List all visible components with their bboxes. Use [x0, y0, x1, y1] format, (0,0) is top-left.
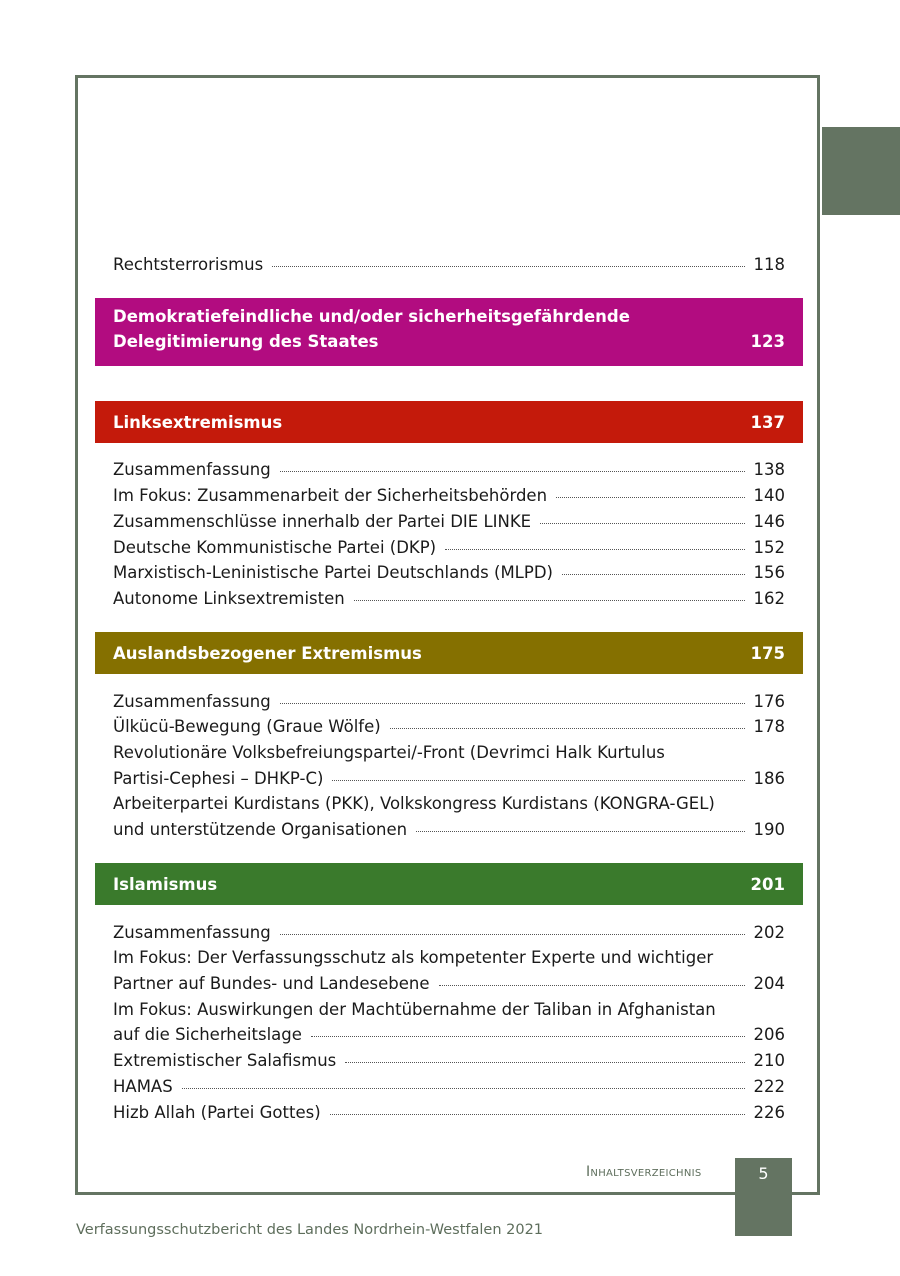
- toc-entry[interactable]: [113, 717, 785, 741]
- toc-entry-page: 202: [753, 923, 785, 942]
- dot-leader: [345, 1062, 744, 1063]
- toc-entry-page: 186: [753, 769, 785, 788]
- dot-leader: [280, 934, 745, 935]
- dot-leader: [416, 831, 744, 832]
- section-title: Auslandsbezogener Extremismus: [113, 643, 422, 663]
- toc-entry-line1: Arbeiterpartei Kurdistans (PKK), Volkskongress Kurdistans (KONGRA-GEL): [113, 794, 715, 813]
- dot-leader: [540, 523, 744, 524]
- dot-leader: [311, 1036, 745, 1037]
- toc-entry-page: 210: [753, 1051, 785, 1070]
- dot-leader: [390, 728, 745, 729]
- section-page: 175: [750, 643, 785, 663]
- toc-entry-label: auf die Sicherheitslage: [113, 1025, 302, 1044]
- toc-entry-page: 178: [753, 717, 785, 736]
- toc-entry-label: Rechtsterrorismus: [113, 255, 264, 274]
- section-page: 123: [750, 332, 785, 351]
- dot-leader: [330, 1114, 745, 1115]
- section-header-auslandsbezogen[interactable]: [95, 632, 803, 674]
- toc-entry-page: 118: [753, 255, 785, 274]
- dot-leader: [332, 780, 744, 781]
- toc-entry-label: und unterstützende Organisationen: [113, 820, 408, 839]
- toc-entry-label: Marxistisch-Leninistische Partei Deutschlands (MLPD): [113, 563, 553, 582]
- section-title-line1: Demokratiefeindliche und/oder sicherheitsgefährdende: [113, 307, 630, 326]
- toc-entry[interactable]: [113, 769, 785, 793]
- toc-entry[interactable]: [113, 512, 785, 536]
- toc-entry-page: 226: [753, 1103, 785, 1122]
- toc-entry-page: 162: [753, 589, 785, 608]
- toc-entry[interactable]: [113, 692, 785, 716]
- dot-leader: [182, 1088, 745, 1089]
- toc-entry[interactable]: [113, 460, 785, 484]
- section-header-islamismus[interactable]: [95, 863, 803, 905]
- report-title: Verfassungsschutzbericht des Landes Nordrhein-Westfalen 2021: [76, 1222, 544, 1238]
- toc-entry-page: 206: [753, 1025, 785, 1044]
- toc-entry[interactable]: [113, 820, 785, 844]
- toc-entry-label: Zusammenschlüsse innerhalb der Partei DIE LINKE: [113, 512, 532, 531]
- toc-entry-page: 176: [753, 692, 785, 711]
- dot-leader: [562, 574, 745, 575]
- dot-leader: [280, 471, 745, 472]
- section-page: 201: [750, 874, 785, 894]
- toc-entry-label: Zusammenfassung: [113, 460, 271, 479]
- toc-entry-rechtsterrorismus[interactable]: [113, 255, 785, 279]
- section-title-line2: Delegitimierung des Staates: [113, 332, 379, 351]
- toc-entry-label: HAMAS: [113, 1077, 173, 1096]
- toc-entry[interactable]: [113, 589, 785, 613]
- dot-leader: [272, 266, 744, 267]
- toc-entry[interactable]: [113, 486, 785, 510]
- toc-entry-label: Hizb Allah (Partei Gottes): [113, 1103, 321, 1122]
- toc-entry[interactable]: [113, 923, 785, 947]
- dot-leader: [439, 985, 745, 986]
- toc-entry-page: 190: [753, 820, 785, 839]
- dot-leader: [556, 497, 744, 498]
- toc-entry-page: 140: [753, 486, 785, 505]
- toc-entry[interactable]: [113, 1051, 785, 1075]
- toc-entry-label: Autonome Linksextremisten: [113, 589, 345, 608]
- toc-entry[interactable]: [113, 538, 785, 562]
- toc-entry-label: Im Fokus: Zusammenarbeit der Sicherheitsbehörden: [113, 486, 548, 505]
- section-title: Islamismus: [113, 874, 218, 894]
- section-page: 137: [750, 412, 785, 432]
- toc-entry-label: Ülkücü-Bewegung (Graue Wölfe): [113, 717, 381, 736]
- toc-entry-label: Deutsche Kommunistische Partei (DKP): [113, 538, 437, 557]
- toc-entry-label: Extremistischer Salafismus: [113, 1051, 337, 1070]
- toc-entry-page: 204: [753, 974, 785, 993]
- footer-section-label: Inhaltsverzeichnis: [586, 1164, 702, 1180]
- toc-entry-label: Partner auf Bundes- und Landesebene: [113, 974, 430, 993]
- toc-entry-page: 152: [753, 538, 785, 557]
- side-tab-marker: [822, 127, 900, 215]
- dot-leader: [445, 549, 744, 550]
- page-number: 5: [758, 1164, 769, 1183]
- toc-entry[interactable]: [113, 1025, 785, 1049]
- section-header-linksextremismus[interactable]: [95, 401, 803, 443]
- toc-entry-line1: Im Fokus: Auswirkungen der Machtübernahme der Taliban in Afghanistan: [113, 1000, 716, 1019]
- toc-entry-label: Partisi-Cephesi – DHKP-C): [113, 769, 324, 788]
- toc-entry[interactable]: [113, 1103, 785, 1127]
- dot-leader: [354, 600, 745, 601]
- dot-leader: [280, 703, 745, 704]
- toc-entry-label: Zusammenfassung: [113, 692, 271, 711]
- section-title: Linksextremismus: [113, 412, 283, 432]
- section-header-delegitimierung[interactable]: [95, 298, 803, 366]
- toc-entry-page: 138: [753, 460, 785, 479]
- toc-entry[interactable]: [113, 1077, 785, 1101]
- toc-entry-page: 146: [753, 512, 785, 531]
- toc-entry-line1: Im Fokus: Der Verfassungsschutz als kompetenter Experte und wichtiger: [113, 948, 714, 967]
- toc-entry[interactable]: [113, 974, 785, 998]
- toc-entry[interactable]: [113, 563, 785, 587]
- toc-entry-page: 156: [753, 563, 785, 582]
- toc-entry-label: Zusammenfassung: [113, 923, 271, 942]
- toc-entry-page: 222: [753, 1077, 785, 1096]
- page-number-box: [735, 1158, 792, 1236]
- toc-entry-line1: Revolutionäre Volksbefreiungspartei/-Front (Devrimci Halk Kurtulus: [113, 743, 665, 762]
